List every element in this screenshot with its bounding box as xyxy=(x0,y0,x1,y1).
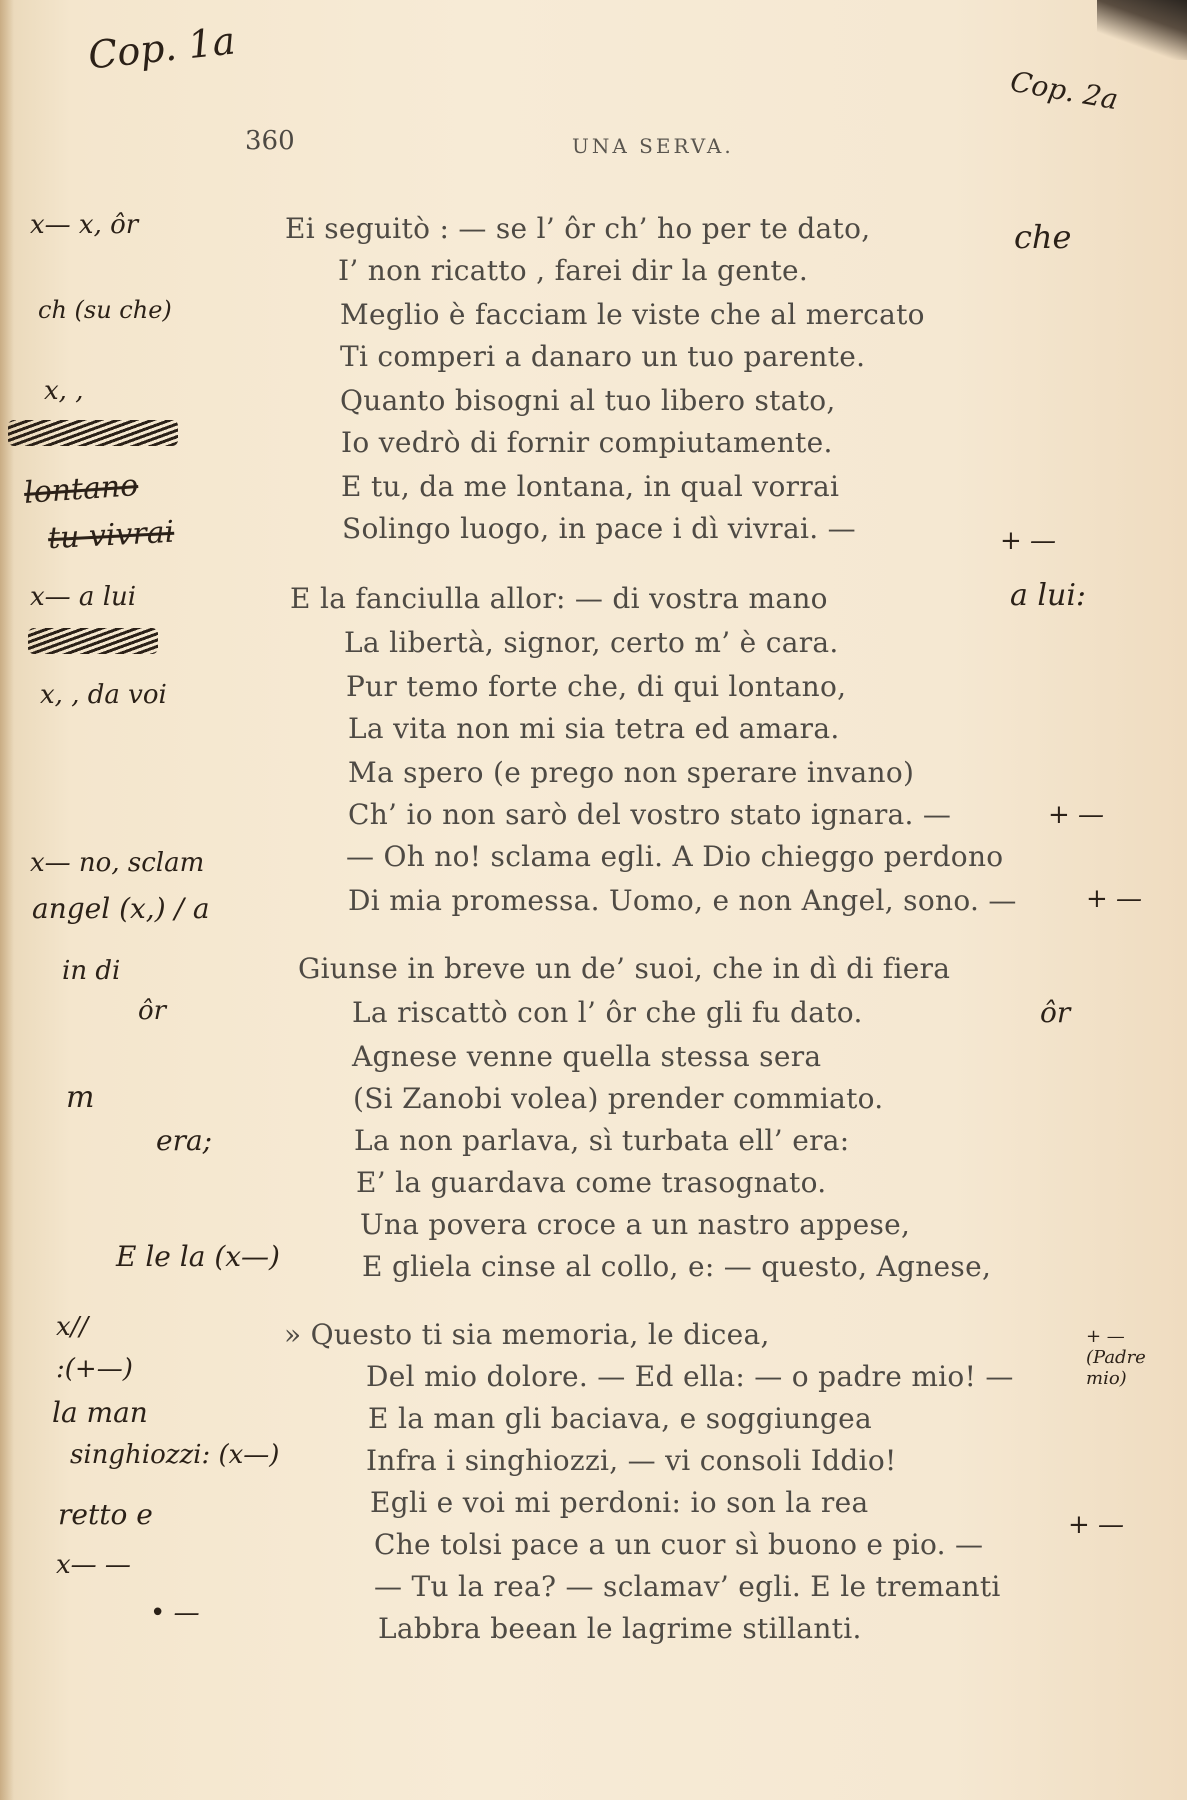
verse-line: E la man gli baciava, e soggiungea xyxy=(368,1402,873,1435)
margin-note: x— no, sclam xyxy=(30,848,205,878)
margin-note: retto e xyxy=(58,1498,153,1531)
ink-blot xyxy=(28,628,158,654)
margin-note: :(+—) xyxy=(56,1354,133,1384)
verse-line: La vita non mi sia tetra ed amara. xyxy=(348,712,840,745)
margin-note: + — (Padre mio) xyxy=(1086,1326,1146,1389)
margin-note: lontano xyxy=(22,468,140,511)
margin-note: x— a lui xyxy=(30,582,137,612)
margin-note: ch (su che) xyxy=(38,296,172,324)
verse-line: E tu, da me lontana, in qual vorrai xyxy=(341,470,840,503)
verse-line: La non parlava, sì turbata ell’ era: xyxy=(354,1124,850,1157)
verse-line: Una povera croce a un nastro appese, xyxy=(360,1208,911,1241)
margin-note: • — xyxy=(150,1598,200,1628)
verse-line: Giunse in breve un de’ suoi, che in dì di fiera xyxy=(298,952,951,985)
verse-line: Labbra beean le lagrime stillanti. xyxy=(378,1612,862,1645)
margin-note: in di xyxy=(62,956,121,986)
margin-note: a lui: xyxy=(1010,578,1087,613)
verse-line: I’ non ricatto , farei dir la gente. xyxy=(338,254,809,287)
margin-note: che xyxy=(1014,218,1072,256)
margin-note: x, , xyxy=(44,376,84,406)
margin-note: + — xyxy=(1000,526,1057,556)
margin-note: x— — xyxy=(56,1550,131,1580)
verse-line: Del mio dolore. — Ed ella: — o padre mio! — xyxy=(366,1360,1014,1393)
running-title: UNA SERVA. xyxy=(572,134,734,158)
verse-line: Meglio è facciam le viste che al mercato xyxy=(340,298,925,331)
margin-note: x— x, ôr xyxy=(30,210,139,240)
verse-line: Ti comperi a danaro un tuo parente. xyxy=(340,340,866,373)
verse-line: E la fanciulla allor: — di vostra mano xyxy=(290,582,828,615)
margin-note: m xyxy=(66,1080,95,1115)
verse-line: Di mia promessa. Uomo, e non Angel, sono. — xyxy=(348,884,1017,917)
verse-line: E gliela cinse al collo, e: — questo, Agnese, xyxy=(362,1250,992,1283)
verse-line: Solingo luogo, in pace i dì vivrai. — xyxy=(342,512,856,545)
margin-note: era; xyxy=(156,1124,213,1157)
margin-note: tu vivrai xyxy=(47,514,176,557)
handwritten-note-top-right: Cop. 2a xyxy=(1007,64,1121,117)
verse-line: (Si Zanobi volea) prender commiato. xyxy=(353,1082,884,1115)
verse-line: La libertà, signor, certo m’ è cara. xyxy=(344,626,839,659)
margin-note: la man xyxy=(52,1396,148,1429)
ink-blot xyxy=(8,420,178,446)
margin-note: singhiozzi: (x—) xyxy=(70,1440,280,1470)
verse-line: Ei seguitò : — se l’ ôr ch’ ho per te dato, xyxy=(285,212,871,245)
handwritten-note-top-left: Cop. 1a xyxy=(86,18,238,78)
margin-note: x, , da voi xyxy=(40,680,167,710)
verse-line: Ch’ io non sarò del vostro stato ignara. — xyxy=(348,798,952,831)
margin-note: + — xyxy=(1068,1510,1125,1540)
verse-line: Infra i singhiozzi, — vi consoli Iddio! xyxy=(366,1444,897,1477)
margin-note: ôr xyxy=(138,996,167,1026)
margin-note: angel (x,) / a xyxy=(32,892,210,925)
margin-note: + — xyxy=(1086,884,1143,914)
verse-line: La riscattò con l’ ôr che gli fu dato. xyxy=(352,996,863,1029)
page-number: 360 xyxy=(245,126,295,156)
verse-line: Quanto bisogni al tuo libero stato, xyxy=(340,384,836,417)
verse-line: Io vedrò di fornir compiutamente. xyxy=(341,426,833,459)
verse-line: — Tu la rea? — sclamav’ egli. E le tremanti xyxy=(374,1570,1001,1603)
margin-note: E le la (x—) xyxy=(116,1240,280,1273)
page-header xyxy=(0,126,1187,166)
verse-line: » Questo ti sia memoria, le dicea, xyxy=(284,1318,770,1351)
margin-note: x// xyxy=(56,1312,89,1342)
verse-line: Pur temo forte che, di qui lontano, xyxy=(346,670,847,703)
margin-note-struck xyxy=(8,420,178,453)
verse-line: — Oh no! sclama egli. A Dio chieggo perdono xyxy=(346,840,1004,873)
margin-note: ôr xyxy=(1040,996,1071,1029)
verse-line: Agnese venne quella stessa sera xyxy=(352,1040,822,1073)
page-edge-shadow xyxy=(0,0,14,1800)
margin-note: + — xyxy=(1048,800,1105,830)
verse-line: Ma spero (e prego non sperare invano) xyxy=(348,756,915,789)
verse-line: Egli e voi mi perdoni: io son la rea xyxy=(370,1486,869,1519)
verse-line: Che tolsi pace a un cuor sì buono e pio. — xyxy=(374,1528,984,1561)
page-corner-shadow xyxy=(1097,0,1187,60)
verse-line: E’ la guardava come trasognato. xyxy=(356,1166,827,1199)
margin-note-struck xyxy=(28,628,158,661)
